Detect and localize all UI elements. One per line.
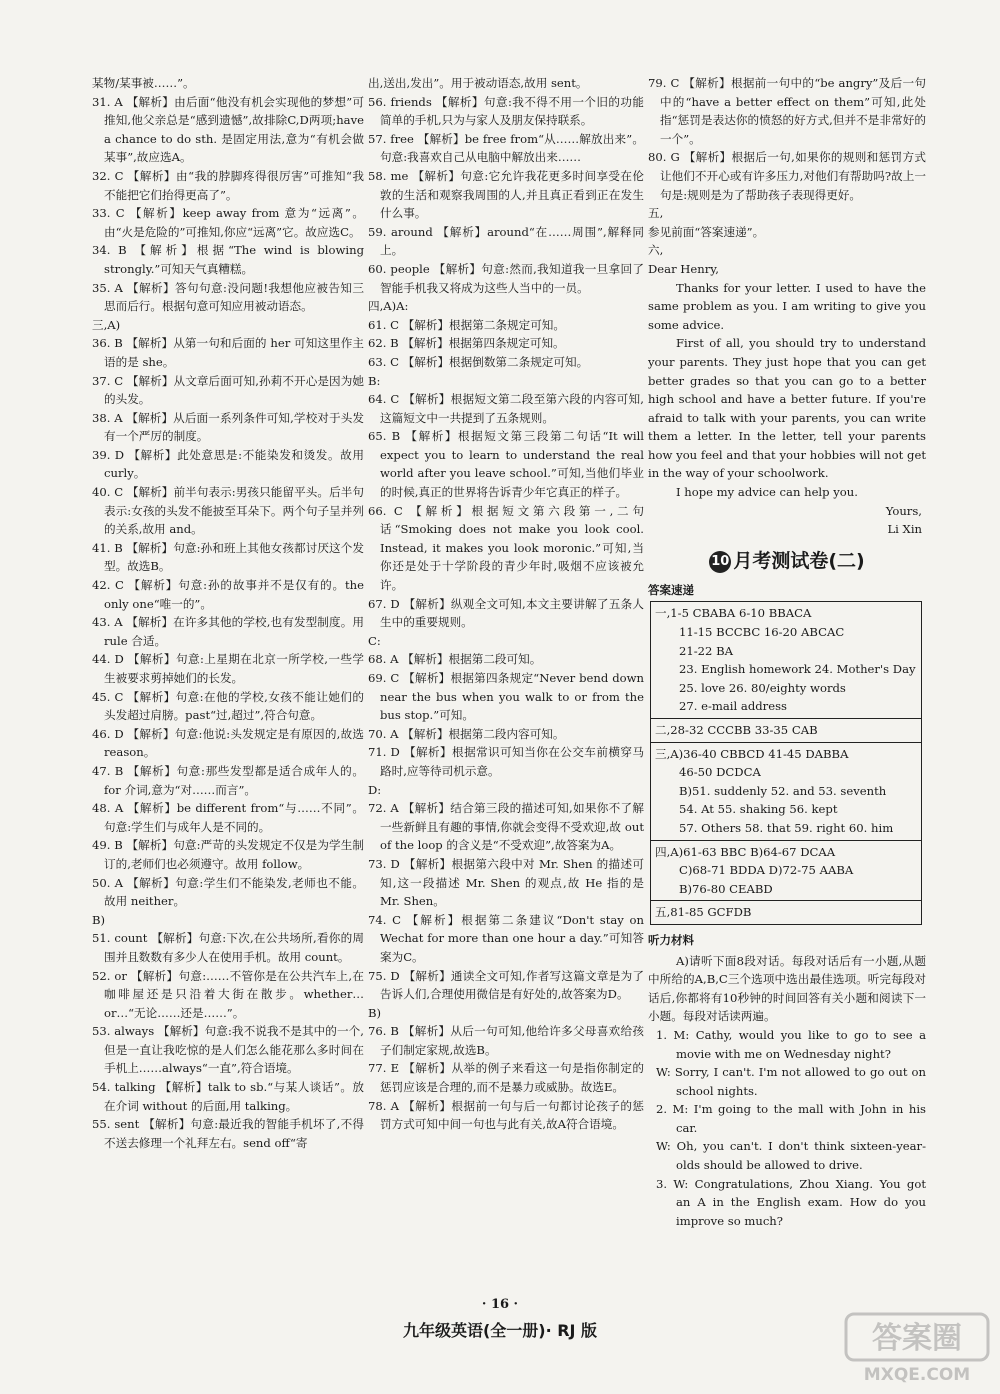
answer-key-line: C)68-71 BDDA D)72-75 AABA — [679, 863, 854, 878]
answer-explanation: 31. A 【解析】由后面“他没有机会实现他的梦想”可推知,他父亲总是“感到遗憾”,故排除C,D两项;have a chance to do sth. 是固定用法,意为“有机会做某事”,故应选A。 — [92, 94, 364, 165]
answer-explanation: 77. E 【解析】从举的例子来看这一句是指你制定的惩罚应该是合理的,而不是暴力或威胁。故选E。 — [368, 1061, 644, 1095]
answer-explanation: 57. free 【解析】be free from“从……解放出来”。句意:我喜欢自己从电脑中解放出来…… — [368, 131, 644, 165]
answer-explanation: 80. G 【解析】根据后一句,如果你的规则和惩罚方式让他们不开心或有许多压力,对他们有帮助吗?故上一句是:规则是为了帮助孩子表现得更好。 — [648, 150, 926, 202]
answer-key-line: B)76-80 CEABD — [679, 881, 773, 896]
answer-explanation: 67. D 【解析】纵观全文可知,本文主要讲解了五条人生中的重要规则。 — [368, 596, 644, 630]
answer-key-section — [651, 719, 921, 743]
answer-explanation: 40. C 【解析】前半句表示:男孩只能留平头。后半句表示:女孩的头发不能披至耳朵下。两个句子呈并列的关系,故用 and。 — [92, 485, 364, 537]
answer-explanation: 73. D 【解析】根据第六段中对 Mr. Shen 的描述可知,这一段描述 Mr. Shen 的观点,故 He 指的是 Mr. Shen。 — [368, 856, 644, 909]
answer-explanation: B) — [92, 912, 106, 927]
answer-explanation: 33. C 【解析】keep away from 意为“远离”。由“火是危险的”可推知,你应“远离”它。故应选C。 — [92, 206, 364, 239]
answer-explanation: 45. C 【解析】句意:在他的学校,女孩不能让她们的头发超过肩膀。past“过,超过”,符合句意。 — [92, 689, 364, 723]
letter-closing: Yours, — [885, 503, 922, 518]
watermark-text: 答案圈 — [872, 1321, 962, 1356]
exam-title — [648, 547, 926, 575]
answer-explanation: 41. B 【解析】句意:孙和班上其他女孩都讨厌这个发型。故选B。 — [92, 540, 364, 574]
dialogue-line: W: Sorry, I can't. I'm not allowed to go out on school nights. — [656, 1065, 926, 1098]
answer-key-line: 25. love 26. 80/eighty words — [679, 680, 846, 695]
answer-explanation: 61. C 【解析】根据第二条规定可知。 — [368, 317, 565, 332]
letter-paragraph: Thanks for your letter. I used to have the same problem as you. I am writing to give you some advice. — [648, 280, 926, 332]
answer-explanation: 75. D 【解析】通读全文可知,作者写这篇文章是为了告诉人们,合理使用微信是有好处的,故答案为D。 — [368, 968, 644, 1002]
answer-key-line: 54. At 55. shaking 56. kept — [679, 802, 838, 817]
answer-key-line: 11-15 BCCBC 16-20 ABCAC — [679, 625, 845, 640]
answer-explanation: 52. or 【解析】句意:……不管你是在公共汽车上,在咖啡屋还是只沿着大街在散步。whether…or…“无论……还是……”。 — [92, 968, 364, 1020]
page-number: · 16 · — [481, 1297, 519, 1312]
letter-salutation: Dear Henry, — [648, 261, 719, 276]
answer-explanation: 43. A 【解析】在许多其他的学校,也有发型制度。用 rule 合适。 — [92, 615, 364, 648]
answer-explanation: 54. talking 【解析】talk to sb.“与某人谈话”。放在介词 without 的后面,用 talking。 — [92, 1080, 364, 1113]
answer-explanation: 34. B 【解析】根据“The wind is blowing strongly.”可知天气真糟糕。 — [92, 243, 364, 276]
answer-explanation: 四,A)A: — [368, 299, 409, 314]
answer-key-line: 57. Others 58. that 59. right 60. him — [679, 820, 894, 835]
letter-signature: Li Xin — [887, 522, 922, 537]
answers-79-80-block — [648, 74, 926, 260]
answer-explanation: 53. always 【解析】句意:我不说我不是其中的一个,但是一直让我吃惊的是人们怎么能花那么多时间在手机上……always“一直”,符合语境。 — [92, 1024, 364, 1076]
answer-explanation: 五, — [648, 206, 664, 221]
answer-key-heading: 答案速递 — [648, 582, 694, 597]
answer-explanation: D: — [368, 782, 382, 797]
answer-key-line: 一,1-5 CBABA 6-10 BBACA — [655, 606, 812, 621]
answer-explanation: 78. A 【解析】根据前一句与后一句都讨论孩子的惩罚方式可知中间一句也与此有关,故A符合语境。 — [368, 1098, 644, 1132]
answer-key-line: 四,A)61-63 BBC B)64-67 DCAA — [655, 844, 836, 859]
answer-explanation: 63. C 【解析】根据倒数第二条规定可知。 — [368, 354, 589, 369]
answer-explanation: 60. people 【解析】句意:然而,我知道我一旦拿回了智能手机我又将成为这些人当中的一员。 — [368, 261, 644, 295]
answer-explanation: 49. B 【解析】句意:严苛的头发规定不仅是为学生制订的,老师们也必须遵守。故用 follow。 — [92, 838, 364, 871]
listening-dialogues — [648, 1026, 926, 1231]
answer-explanation: 76. B 【解析】从后一句可知,他给许多父母喜欢给孩子们制定家规,故选B。 — [368, 1024, 644, 1057]
answer-explanation: 35. A 【解析】答句句意:没问题!我想他应被告知三思而后行。根据句意可知应用被动语态。 — [92, 280, 364, 314]
exam-number-badge: 10 — [709, 551, 731, 573]
answer-explanation: 56. friends 【解析】句意:我不得不用一个旧的功能简单的手机,只为与家人及朋友保持联系。 — [368, 94, 644, 128]
answer-explanation: 参见前面“答案速递”。 — [648, 224, 765, 239]
answer-explanation: 58. me 【解析】句意:它允许我花更多时间享受在伦敦的生活和观察我周围的人,并且真正看到正在发生什么事。 — [368, 168, 644, 221]
model-letter — [648, 260, 926, 539]
column-right — [648, 74, 926, 1230]
letter-paragraph: I hope my advice can help you. — [676, 485, 858, 500]
answer-explanation: 51. count 【解析】句意:下次,在公共场所,看你的周围并且数数有多少人在使用手机。故用 count。 — [92, 931, 364, 964]
answer-explanation: 36. B 【解析】从第一句和后面的 her 可知这里作主语的是 she。 — [92, 336, 364, 369]
answer-key-section — [651, 602, 921, 719]
letter-paragraph: First of all, you should try to understand your parents. They just hope that you can get better grades so that you can go to a better high school and have a better future. If you're afraid to talk with your parents, you can write them a letter. In the letter, tell your parents how you feel and that your hobbies will not get in the way of your schoolwork. — [648, 336, 926, 481]
answer-explanation: 37. C 【解析】从文章后面可知,孙莉不开心是因为她的头发。 — [92, 373, 364, 407]
book-title: 九年级英语(全一册)· RJ 版 — [402, 1321, 598, 1340]
listening-heading: 听力材料 — [648, 932, 694, 947]
answer-key-line: 27. e-mail address — [679, 699, 787, 714]
answer-explanation: 66. C 【解析】根据短文第六段第一,二句话“Smoking does not make you look cool. Instead, it makes you look moronic.”可知,当你还是处于十学阶段的青少年时,吸烟不应该被允许。 — [368, 503, 644, 593]
answer-key-line: 21-22 BA — [679, 643, 734, 658]
answer-explanation: 六, — [648, 243, 664, 258]
answer-explanation: 50. A 【解析】句意:学生们不能染发,老师也不能。故用 neither。 — [92, 875, 364, 909]
watermark-logo — [842, 1308, 992, 1388]
answer-explanation: B) — [368, 1005, 382, 1020]
answer-explanation: 62. B 【解析】根据第四条规定可知。 — [368, 336, 565, 351]
answer-explanation: 69. C 【解析】根据第四条规定“Never bend down near the bus when you walk to or from the bus stop.”可知。 — [368, 671, 644, 723]
column-left — [92, 74, 364, 1152]
answer-key-table — [650, 601, 922, 925]
answer-explanation: 32. C 【解析】由“我的脖脚疼得很厉害”可推知“我不能把它们抬得更高了”。 — [92, 168, 364, 202]
listening-intro: A)请听下面8段对话。每段对话后有一小题,从题中所给的A,B,C三个选项中选出最佳选项。听完每段对话后,你都将有10秒钟的时间回答有关小题和阅读下一小题。每段对话读两遍。 — [648, 953, 926, 1024]
dialogue-line: W: Oh, you can't. I don't think sixteen-year-olds should be allowed to drive. — [656, 1139, 926, 1173]
answer-key-line: 三,A)36-40 CBBCD 41-45 DABBA — [655, 746, 849, 761]
answer-explanation: 59. around 【解析】around“在……周围”,解释同上。 — [368, 224, 644, 258]
answer-explanation: 47. B 【解析】句意:那些发型都是适合成年人的。for 介词,意为“对……而言”。 — [92, 763, 364, 797]
answer-explanation: 39. D 【解析】此处意思是:不能染发和烫发。故用 curly。 — [92, 447, 364, 481]
answer-explanation: 72. A 【解析】结合第三段的描述可知,如果你不了解一些新鲜且有趣的事情,你就会变得不受欢迎,故 out of the loop 的含义是“不受欢迎”,故答案为A。 — [368, 801, 644, 853]
answer-explanation: 44. D 【解析】句意:上星期在北京一所学校,一些学生被要求剪掉她们的长发。 — [92, 652, 364, 685]
answer-key-line: B)51. suddenly 52. and 53. seventh — [679, 783, 887, 798]
answer-key-line: 46-50 DCDCA — [679, 765, 761, 780]
answer-explanation: 某物/某事被……”。 — [92, 76, 195, 90]
answer-explanation: 68. A 【解析】根据第二段可知。 — [368, 652, 542, 667]
dialogue-line: 3. W: Congratulations, Zhou Xiang. You got an A in the English exam. How do you improve so much? — [656, 1176, 926, 1228]
answer-explanation: 74. C 【解析】根据第二条建议“Don't stay on Wechat for more than one hour a day.”可知答案为C。 — [368, 912, 644, 964]
answer-explanation: 38. A 【解析】从后面一系列条件可知,学校对于头发有一个严厉的制度。 — [92, 410, 364, 444]
answer-explanation: 79. C 【解析】根据前一句中的“be angry”及后一句中的“have a better effect on them”可知,此处指“惩罚是表达你的愤怒的好方式,但并不是非常好的一个”。 — [648, 76, 926, 146]
exam-title-text: 月考测试卷(二) — [733, 549, 865, 572]
answer-explanation: 42. C 【解析】句意:孙的故事并不是仅有的。the only one“唯一的”。 — [92, 578, 364, 611]
answer-explanation: 46. D 【解析】句意:他说:头发规定是有原因的,故选 reason。 — [92, 726, 364, 760]
answer-key-section — [651, 743, 921, 841]
watermark-url: MXQE.COM — [863, 1365, 971, 1385]
dialogue-line: 2. M: I'm going to the mall with John in his car. — [656, 1102, 926, 1135]
answer-key-section — [651, 901, 921, 924]
column-middle — [368, 74, 644, 1134]
dialogue-line: 1. M: Cathy, would you like to go to see a movie with me on Wednesday night? — [656, 1027, 926, 1061]
answer-explanation: 出,送出,发出”。用于被动语态,故用 sent。 — [368, 76, 588, 90]
answer-explanation: 65. B 【解析】根据短文第三段第二句话“It will expect you to learn to understand the real world after you leave school.”可知,当他们毕业的时候,真正的世界将告诉青少年它真正的样子。 — [368, 429, 644, 500]
answer-explanation: 71. D 【解析】根据常识可知当你在公交车前横穿马路时,应等待司机示意。 — [368, 745, 644, 778]
answer-explanation: 64. C 【解析】根据短文第二段至第六段的内容可知,这篇短文中一共提到了五条规则。 — [368, 392, 644, 425]
answer-key-section — [651, 841, 921, 902]
answer-key-line: 二,28-32 CCCBB 33-35 CAB — [655, 723, 818, 737]
answer-explanation: 55. sent 【解析】句意:最近我的智能手机坏了,不得不送去修理一个礼拜左右。send off“寄 — [92, 1117, 364, 1150]
answer-explanation: 70. A 【解析】根据第二段内容可知。 — [368, 726, 565, 741]
answer-key-line: 五,81-85 GCFDB — [655, 905, 752, 920]
answer-key-line: 23. English homework 24. Mother's Day — [679, 662, 916, 677]
answer-explanation: 48. A 【解析】be different from“与……不同”。句意:学生们与成年人是不同的。 — [92, 801, 364, 834]
answer-explanation: 三,A) — [92, 317, 121, 332]
answer-explanation: C: — [368, 633, 381, 648]
answer-explanation: B: — [368, 373, 381, 388]
